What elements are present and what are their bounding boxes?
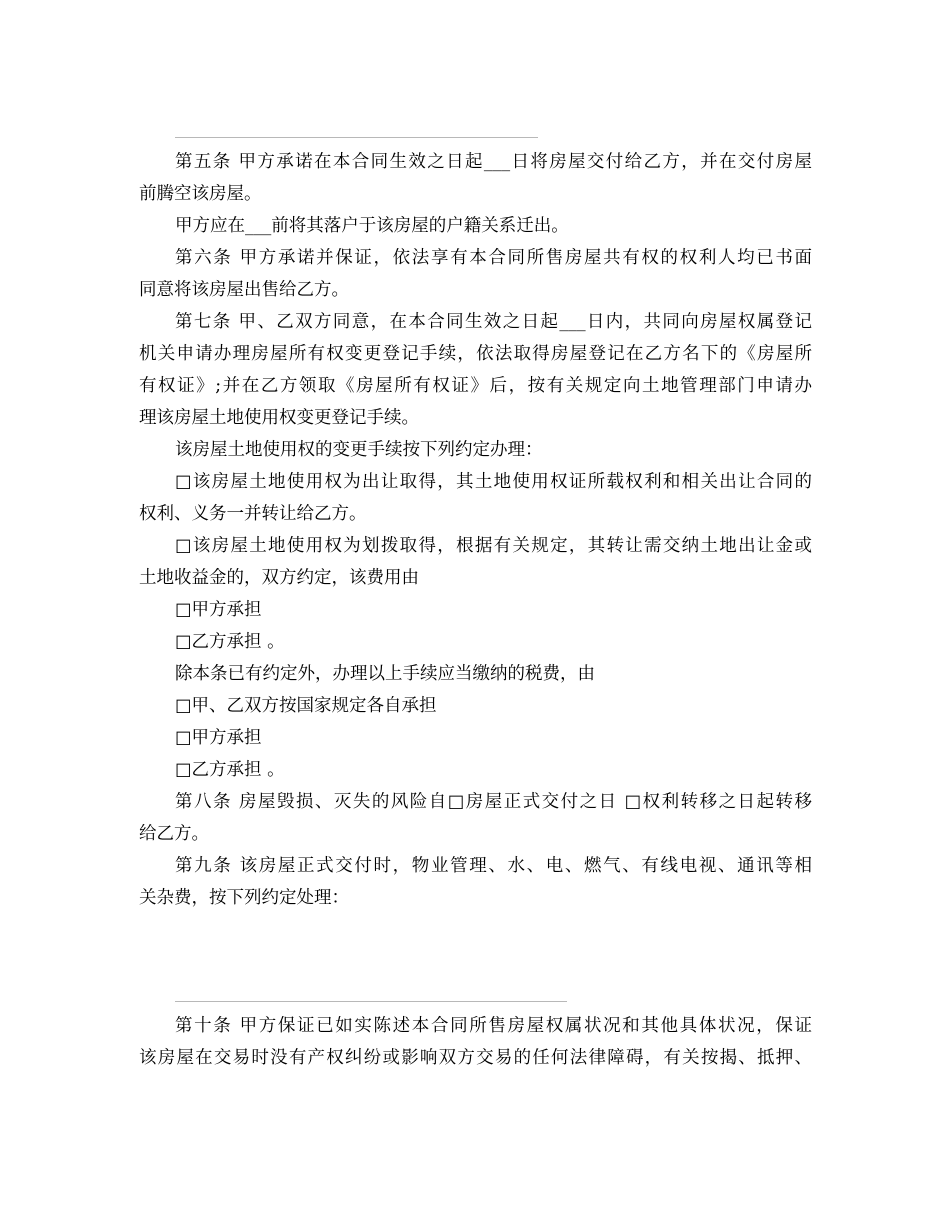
paragraph-line: □甲方承担 [175, 728, 262, 748]
paragraph-line: 同意将该房屋出售给乙方。 [139, 280, 349, 300]
paragraph-line: □乙方承担 。 [175, 760, 285, 780]
paragraph-line: 第十条 甲方保证已如实陈述本合同所售房屋权属状况和其他具体状况，保证 [175, 1016, 812, 1036]
paragraph-line: □该房屋土地使用权为出让取得，其土地使用权证所载权利和相关出让合同的 [175, 472, 812, 492]
contract-text-block-top [139, 146, 812, 914]
paragraph-line: 权利、义务一并转让给乙方。 [139, 504, 367, 524]
paragraph-line: 第五条 甲方承诺在本合同生效之日起___日将房屋交付给乙方，并在交付房屋 [175, 152, 812, 172]
paragraph-line: □甲、乙双方按国家规定各自承担 [175, 696, 437, 716]
paragraph-line: 该房屋在交易时没有产权纠纷或影响双方交易的任何法律障碍，有关按揭、抵押、 [139, 1048, 812, 1068]
middle-divider-line [175, 1001, 567, 1002]
paragraph-line: □乙方承担 。 [175, 632, 285, 652]
paragraph-line: 除本条已有约定外，办理以上手续应当缴纳的税费，由 [175, 664, 595, 684]
paragraph-line: 机关申请办理房屋所有权变更登记手续，依法取得房屋登记在乙方名下的《房屋所 [139, 344, 812, 364]
contract-text-block-bottom [139, 1010, 812, 1074]
paragraph-line: 第九条 该房屋正式交付时，物业管理、水、电、燃气、有线电视、通讯等相 [175, 856, 812, 876]
paragraph-line: □甲方承担 [175, 600, 262, 620]
top-divider-line [175, 137, 538, 138]
paragraph-line: 第七条 甲、乙双方同意，在本合同生效之日起___日内，共同向房屋权属登记 [175, 312, 812, 332]
paragraph-line: 土地收益金的，双方约定，该费用由 [139, 568, 419, 588]
paragraph-line: 前腾空该房屋。 [139, 184, 262, 204]
paragraph-line: 有权证》;并在乙方领取《房屋所有权证》后，按有关规定向土地管理部门申请办 [139, 376, 812, 396]
paragraph-line: 给乙方。 [139, 824, 209, 844]
paragraph-line: □该房屋土地使用权为划拨取得，根据有关规定，其转让需交纳土地出让金或 [175, 536, 812, 556]
paragraph-line: 该房屋土地使用权的变更手续按下列约定办理： [175, 440, 543, 460]
paragraph-line: 第六条 甲方承诺并保证，依法享有本合同所售房屋共有权的权利人均已书面 [175, 248, 812, 268]
paragraph-line: 甲方应在___前将其落户于该房屋的户籍关系迁出。 [175, 216, 569, 236]
paragraph-line: 关杂费，按下列约定处理： [139, 888, 349, 908]
paragraph-line: 第八条 房屋毁损、灭失的风险自□房屋正式交付之日 □权利转移之日起转移 [175, 792, 812, 812]
paragraph-line: 理该房屋土地使用权变更登记手续。 [139, 408, 419, 428]
